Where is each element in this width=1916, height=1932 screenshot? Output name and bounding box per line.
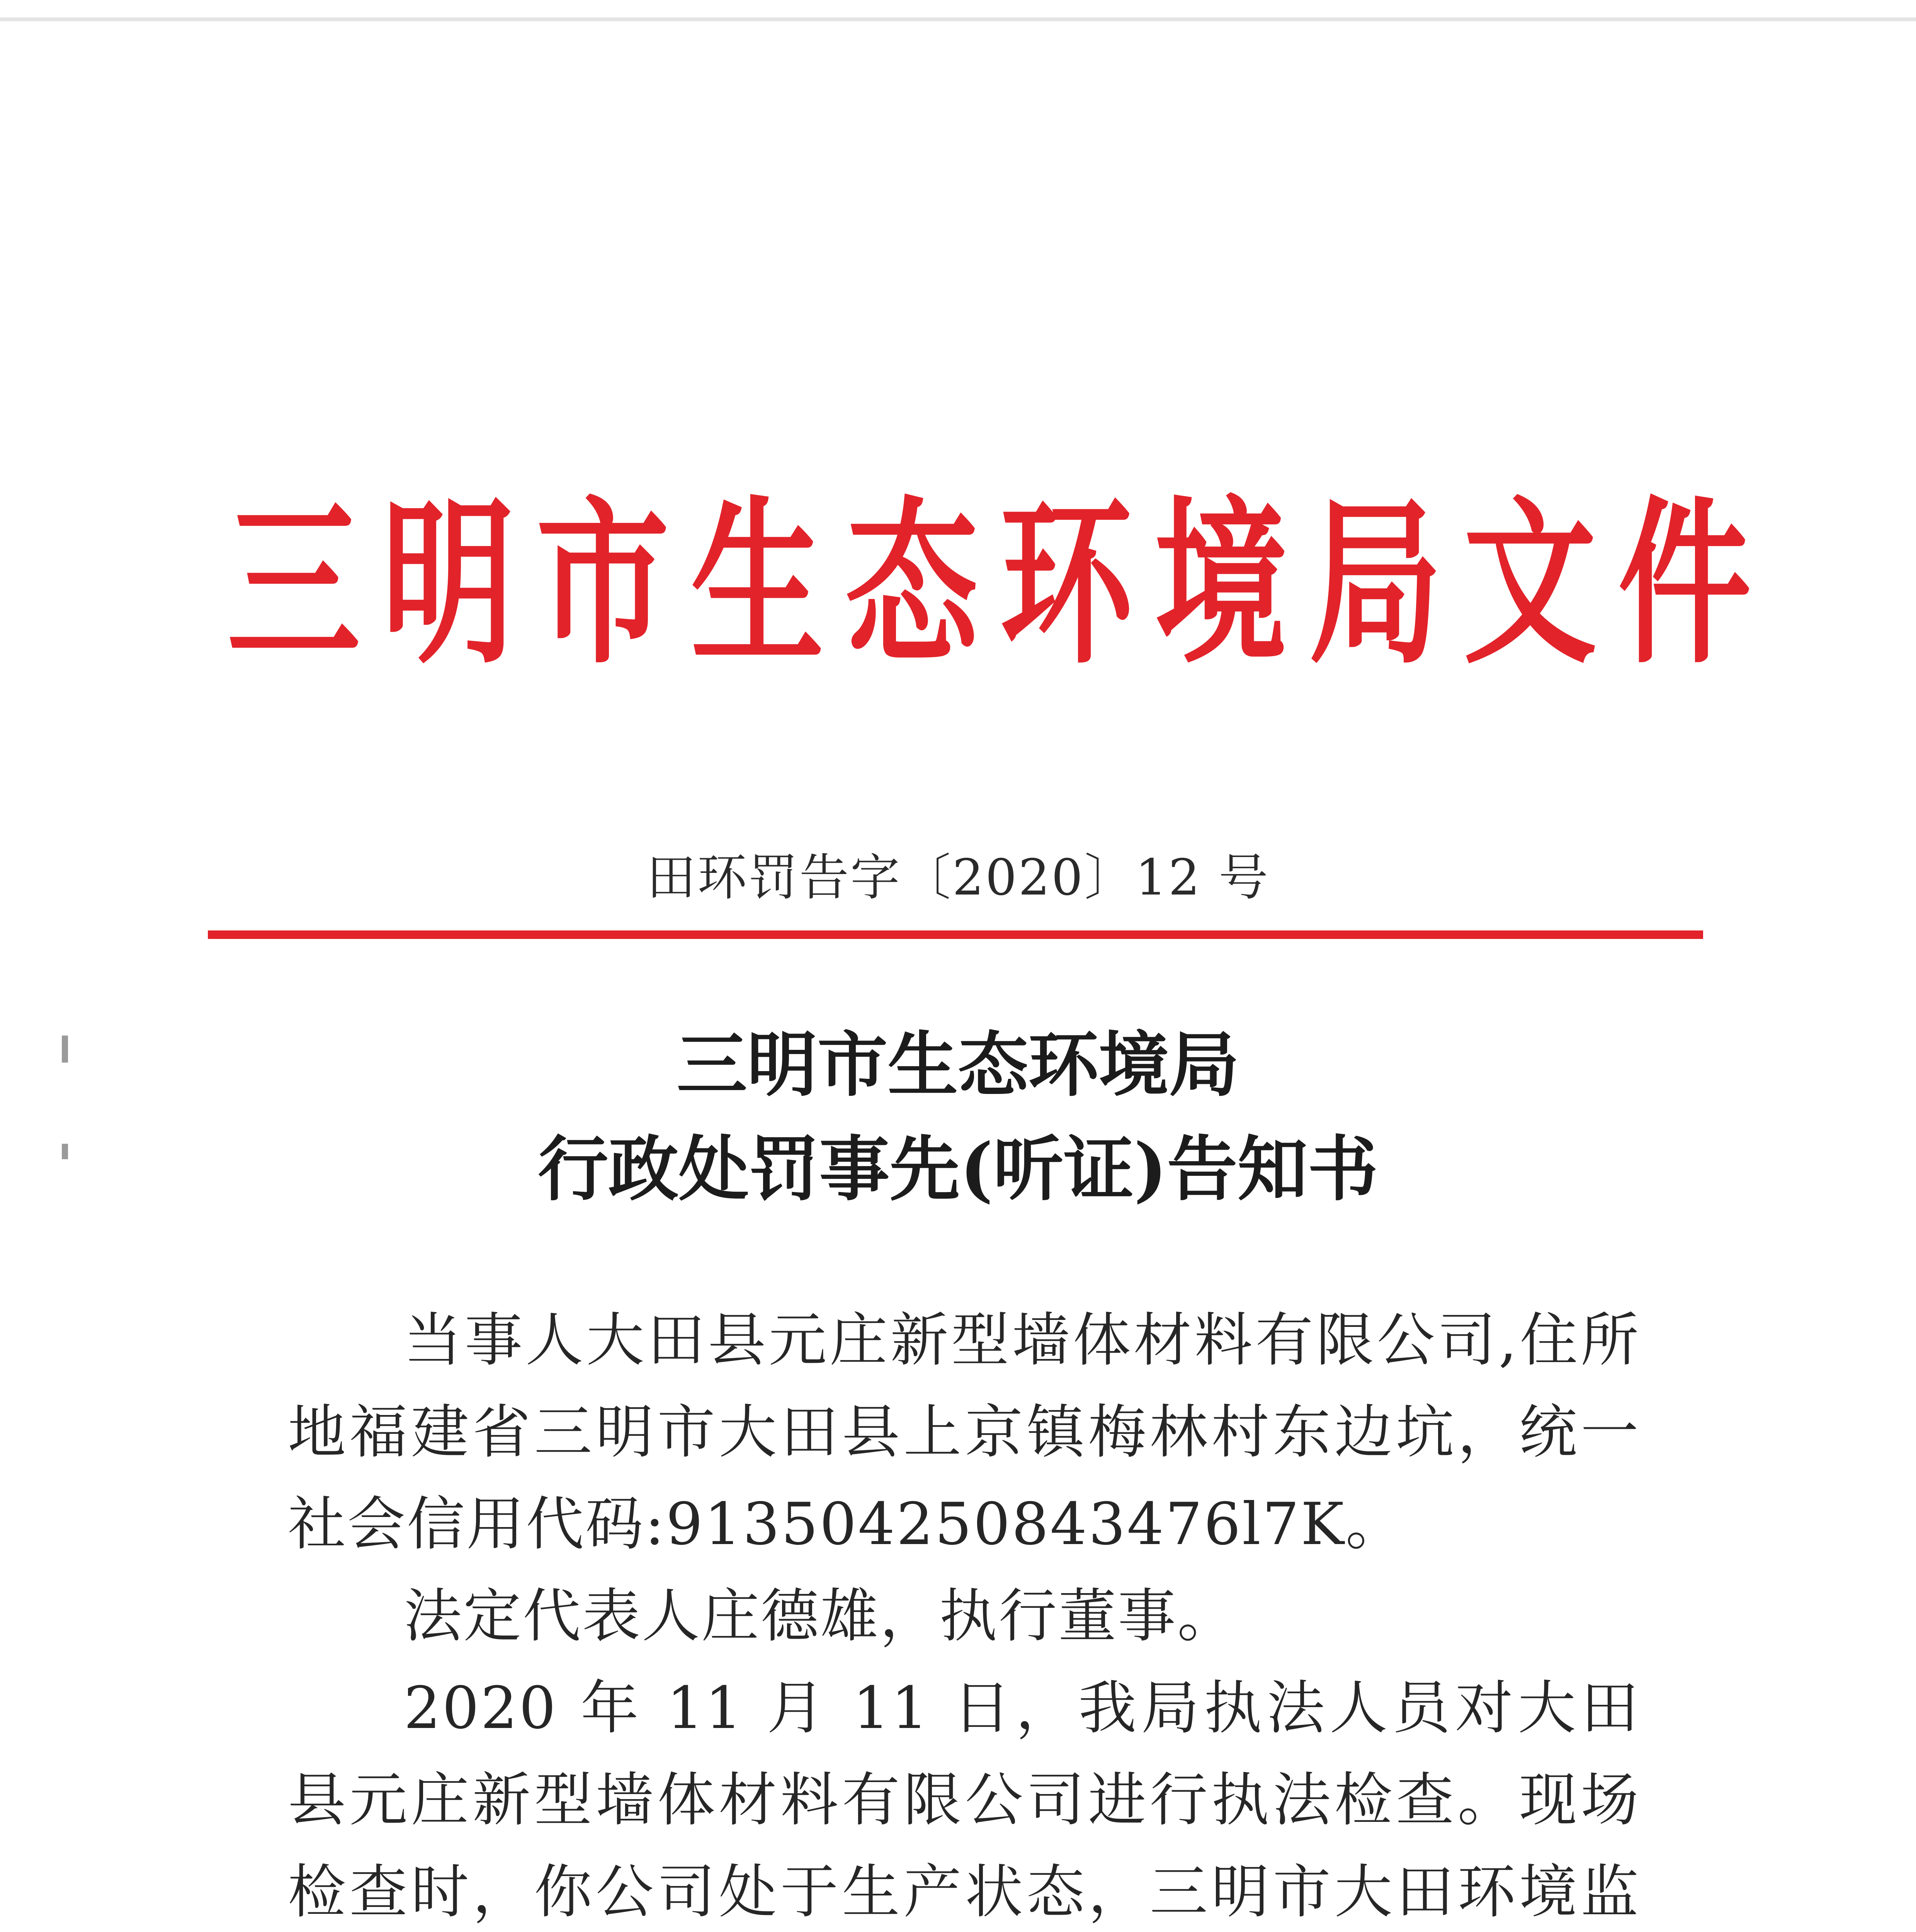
notice-title-line-1: 三明市生态环境局 — [677, 1023, 1239, 1106]
masthead-character: 市 — [536, 479, 669, 688]
masthead-character: 生 — [691, 479, 824, 688]
scan-top-edge — [0, 17, 1916, 21]
document-number: 田环罚告字〔2020〕12 号 — [646, 849, 1270, 906]
agency-masthead — [216, 475, 1751, 692]
paragraph-party-info: 当事人大田县元庄新型墙体材料有限公司,住所地福建省三明市大田县上京镇梅林村东边坑，统一社会信用代码:913504250843476l7K。 — [288, 1307, 1640, 1558]
masthead-character: 件 — [1618, 479, 1751, 688]
paragraph-legal-representative: 法定代表人庄德雄，执行董事。 — [404, 1583, 1237, 1650]
masthead-character: 态 — [845, 479, 978, 688]
masthead-character: 文 — [1464, 479, 1596, 688]
binding-hole-mark — [62, 1144, 68, 1159]
masthead-character: 境 — [1154, 479, 1287, 688]
masthead-character: 三 — [227, 479, 360, 688]
notice-body — [288, 1294, 1640, 1932]
notice-title — [0, 1012, 1916, 1221]
masthead-character: 环 — [1000, 479, 1133, 688]
paragraph-inspection-findings: 2020 年 11 月 11 日，我局执法人员对大田县元庄新型墙体材料有限公司进行执法检查。现场检查时，你公司处于生产状态，三明市大田环境监 — [288, 1675, 1640, 1926]
red-divider-line — [208, 930, 1703, 939]
masthead-character: 明 — [382, 479, 515, 688]
binding-hole-mark — [62, 1036, 68, 1063]
masthead-character: 局 — [1309, 479, 1442, 688]
notice-title-line-2: 行政处罚事先(听证)告知书 — [538, 1128, 1378, 1210]
